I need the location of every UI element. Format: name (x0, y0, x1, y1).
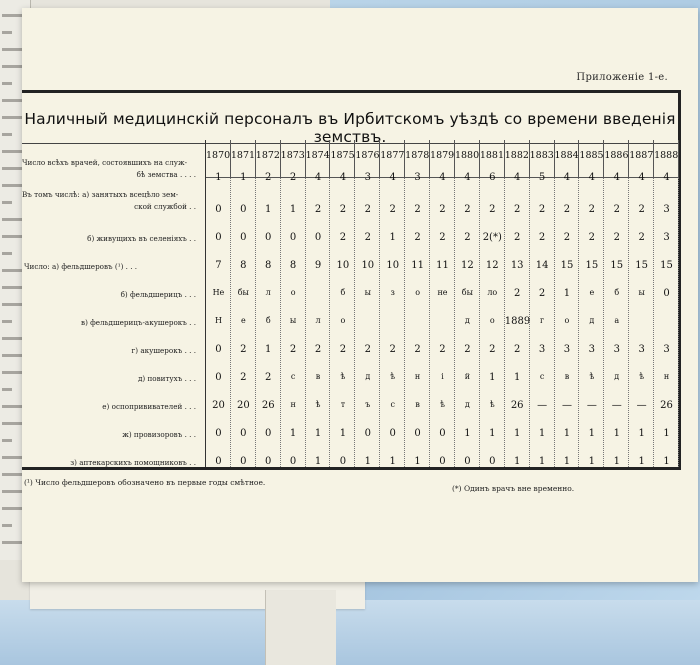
table-cell: 0 (389, 428, 396, 439)
table-cell: 3 (538, 344, 546, 355)
table-cell: ѣ (489, 400, 495, 409)
table-cell: 3 (613, 344, 620, 355)
table-cell: е (589, 288, 595, 297)
table-cell: 1 (265, 204, 272, 215)
row-label: бѣ земства . . . . (136, 170, 196, 179)
table-cell: е (240, 316, 246, 325)
table-cell: 7 (215, 260, 222, 271)
column-rule (678, 178, 679, 467)
table-cell: 3 (638, 344, 645, 355)
table-cell: 2 (489, 204, 496, 215)
year-header: 1883 (530, 140, 555, 178)
table-cell: 1 (638, 428, 645, 439)
table-cell: 1 (289, 204, 297, 215)
data-table (22, 140, 681, 470)
table-cell: Не (212, 288, 225, 297)
table-cell: о (564, 316, 570, 325)
table-cell: — (611, 400, 622, 411)
table-cell: 2 (364, 232, 371, 243)
table-cell: 1 (663, 456, 670, 467)
table-cell: 2 (464, 344, 471, 355)
table-cell: 15 (560, 260, 574, 271)
year-header: 1875 (330, 140, 355, 178)
title-frame (22, 90, 681, 144)
table-cell: 0 (289, 232, 297, 243)
table-cell: 1 (339, 428, 347, 439)
table-cell: 20 (236, 400, 250, 411)
table-cell: 1 (489, 428, 496, 439)
table-cell: ы (638, 288, 645, 297)
table-cell: н (290, 400, 296, 409)
table-cell: бы (461, 288, 473, 297)
table-cell: Н (214, 316, 222, 325)
table-cell: 9 (314, 260, 322, 271)
table-cell: 2 (339, 232, 347, 243)
appendix-label: Приложеніе 1-е. (576, 72, 668, 83)
table-cell: 1 (588, 428, 596, 439)
table-cell: 1 (563, 428, 571, 439)
row-label: ж) провизоровъ . . . (122, 430, 196, 439)
table-cell: ло (487, 288, 498, 297)
row-labels (22, 140, 205, 467)
table-cell: 2 (588, 204, 596, 215)
table-cell: с (290, 372, 296, 381)
table-cell: 1 (513, 372, 521, 383)
column-rule (429, 178, 430, 467)
table-cell: о (340, 316, 346, 325)
table-cell: 2 (364, 344, 371, 355)
table-cell: 10 (386, 260, 400, 271)
year-header: 1879 (430, 140, 455, 178)
table-cell: 1 (489, 372, 496, 383)
table-cell: 0 (215, 372, 222, 383)
table-cell: 1 (513, 428, 521, 439)
table-cell: 2 (513, 232, 521, 243)
table-cell: ѣ (440, 400, 445, 409)
table-cell: 1 (538, 428, 546, 439)
row-label: в) фельдшерицъ-акушерокъ . . (81, 318, 196, 327)
table-cell: 10 (336, 260, 350, 271)
row-label: б) фельдшерицъ . . . (120, 290, 196, 299)
table-cell: ѣ (589, 372, 595, 381)
table-cell: 4 (513, 172, 521, 183)
table-cell: 2 (339, 344, 347, 355)
row-label: Въ томъ числѣ: а) занятыхъ всецѣло зем- (22, 190, 179, 199)
table-cell: 4 (439, 172, 446, 183)
table-cell: 15 (610, 260, 624, 271)
year-header: 1876 (355, 140, 380, 178)
table-cell: д (464, 400, 470, 409)
table-cell: 12 (461, 260, 474, 271)
table-cell: 4 (663, 172, 670, 183)
table-cell: 4 (464, 172, 471, 183)
table-cell: 2 (464, 204, 471, 215)
table-cell: 2 (439, 204, 446, 215)
table-cell: 2 (265, 372, 272, 383)
table-cell: 0 (240, 456, 247, 467)
year-header: 1877 (380, 140, 405, 178)
table-cell: 1 (613, 456, 620, 467)
table-cell: 2 (240, 344, 247, 355)
table-cell: ѣ (315, 400, 321, 409)
year-header: 1882 (505, 140, 530, 178)
table-cell: ъ (365, 400, 371, 409)
table-cell: 4 (588, 172, 596, 183)
table-cell: ѣ (639, 372, 645, 381)
table-cell: с (390, 400, 395, 409)
table-cell: 8 (289, 260, 297, 271)
table-cell: не (437, 288, 448, 297)
table-cell: 10 (361, 260, 375, 271)
table-cell: 1 (314, 428, 322, 439)
table-cell: 13 (510, 260, 524, 271)
table-cell: 0 (439, 428, 446, 439)
table-cell: 4 (314, 172, 322, 183)
year-header: 1874 (306, 140, 331, 178)
table-cell: — (561, 400, 572, 411)
table-cell: і (441, 372, 444, 381)
table-cell: 0 (464, 456, 471, 467)
table-cell: 2 (538, 288, 546, 299)
table-cell: 4 (339, 172, 347, 183)
table-cell: 2 (414, 344, 421, 355)
table-cell: 1 (314, 456, 322, 467)
table-cell: о (415, 288, 421, 297)
table-cell: — (586, 400, 597, 411)
row-label: Число всѣхъ врачей, состоявшихъ на служ- (22, 158, 188, 167)
table-cell: д (365, 372, 371, 381)
table-cell: 2 (314, 204, 322, 215)
table-cell: 1 (563, 456, 571, 467)
table-cell: в (315, 372, 321, 381)
table-cell: 2 (389, 344, 396, 355)
table-cell: ы (364, 288, 371, 297)
table-cell: 0 (215, 204, 222, 215)
table-cell: 2 (339, 204, 347, 215)
table-cell: 14 (535, 260, 549, 271)
table-cell: 2 (588, 232, 596, 243)
table-cell: 0 (215, 428, 222, 439)
table-cell: 2 (638, 232, 645, 243)
table-cell: ы (289, 316, 297, 325)
year-header: 1880 (455, 140, 480, 178)
year-header: 1886 (604, 140, 629, 178)
year-header: 1873 (281, 140, 306, 178)
table-cell: 0 (215, 232, 222, 243)
table-cell: — (537, 400, 548, 411)
table-cell: 2 (563, 232, 571, 243)
year-header: 1884 (555, 140, 580, 178)
table-cell: 2 (240, 372, 247, 383)
table-cell: 1 (389, 456, 396, 467)
table-cell: д (589, 316, 595, 325)
table-cell: б (340, 288, 346, 297)
column-rule (653, 178, 654, 467)
table-cell: 1 (389, 232, 396, 243)
page-tab (265, 590, 336, 665)
table-cell: 8 (240, 260, 247, 271)
table-cell: 2 (489, 344, 496, 355)
table-cell: — (636, 400, 647, 411)
table-cell: 2(*) (482, 232, 502, 243)
table-cell: 0 (265, 428, 272, 439)
table-cell: 2 (439, 232, 446, 243)
table-cell: л (315, 316, 321, 325)
table-cell: 4 (389, 172, 396, 183)
row-label: Число: а) фельдшеровъ (¹) . . . (24, 262, 138, 271)
table-cell: 0 (489, 456, 496, 467)
table-cell: 0 (215, 456, 222, 467)
table-cell: 2 (638, 204, 645, 215)
table-cell: 2 (513, 344, 521, 355)
table-cell: о (489, 316, 495, 325)
table-cell: с (539, 372, 545, 381)
table-cell: 2 (513, 204, 521, 215)
table-cell: з (390, 288, 395, 297)
table-cell: 1 (588, 456, 596, 467)
table-cell: 1 (215, 172, 222, 183)
year-header: 1885 (579, 140, 604, 178)
table-cell: 2 (513, 288, 521, 299)
column-rule (379, 178, 380, 467)
table-cell: 2 (613, 204, 620, 215)
table-cell: 0 (265, 456, 272, 467)
table-cell: б (265, 316, 271, 325)
table-cell: 1 (265, 344, 272, 355)
table-cell: 15 (635, 260, 649, 271)
table-cell: 2 (538, 232, 546, 243)
table-cell: 3 (414, 172, 421, 183)
table-cell: 1 (240, 172, 247, 183)
year-header: 1878 (405, 140, 430, 178)
table-cell: 1 (464, 428, 471, 439)
table-cell: 12 (485, 260, 499, 271)
table-cell: 2 (389, 204, 396, 215)
table-cell: 11 (436, 260, 449, 271)
table-cell: 4 (613, 172, 620, 183)
row-label: е) оспопрививателей . . . (102, 402, 196, 411)
column-rule (404, 178, 405, 467)
table-cell: т (340, 400, 346, 409)
table-cell: 2 (265, 172, 272, 183)
table-cell: 2 (439, 344, 446, 355)
table-cell: г (539, 316, 545, 325)
table-cell: д (464, 316, 470, 325)
table-cell: й (464, 372, 471, 381)
table-cell: 0 (240, 428, 247, 439)
table-cell: 0 (364, 428, 371, 439)
table-cell: 6 (489, 172, 496, 183)
table-cell: 0 (663, 288, 670, 299)
table-cell: 1 (563, 288, 571, 299)
table-cell: 3 (663, 204, 670, 215)
table-cell: 15 (585, 260, 599, 271)
table-cell: 5 (538, 172, 546, 183)
table-cell: 2 (289, 344, 297, 355)
table-cell: 1 (538, 456, 546, 467)
row-label: д) повитухъ . . . (137, 374, 196, 383)
table-cell: 1 (364, 456, 371, 467)
table-cell: 2 (538, 204, 546, 215)
table-cell: 1 (663, 428, 670, 439)
table-cell: 0 (339, 456, 347, 467)
table-cell: 4 (563, 172, 571, 183)
table-cell: 0 (240, 232, 247, 243)
table-cell: 26 (510, 400, 524, 411)
table-cell: н (663, 372, 670, 381)
year-header: 1888 (654, 140, 679, 178)
table-cell: 1 (513, 456, 521, 467)
row-label: з) аптекарскихъ помощниковъ . . (70, 458, 196, 467)
table-cell: 2 (563, 204, 571, 215)
table-cell: 0 (314, 232, 322, 243)
table-cell: 11 (411, 260, 424, 271)
table-cell: 2 (414, 204, 421, 215)
table-cell: а (614, 316, 620, 325)
table-cell: 0 (215, 344, 222, 355)
table-cell: д (614, 372, 620, 381)
table-cell: ѣ (340, 372, 346, 381)
table-cell: 3 (364, 172, 371, 183)
footnote-right: (*) Одинъ врачъ вне временно. (452, 484, 575, 493)
table-cell: 2 (314, 344, 322, 355)
row-label: б) живущихъ въ селеніяхъ . . (87, 234, 196, 243)
table-cell: 3 (663, 344, 670, 355)
foldout-table-sheet (22, 8, 698, 582)
table-cell: 2 (464, 232, 471, 243)
table-cell: 20 (212, 400, 225, 411)
year-header: 1870 (206, 140, 231, 178)
table-cell: бы (237, 288, 249, 297)
table-cell: 2 (364, 204, 371, 215)
table-cell: 3 (563, 344, 571, 355)
table-cell: 0 (414, 428, 421, 439)
table-cell: 2 (414, 232, 421, 243)
year-header: 1887 (629, 140, 654, 178)
year-columns (205, 140, 679, 467)
table-cell: ѣ (390, 372, 396, 381)
table-cell: 26 (261, 400, 275, 411)
table-cell: б (614, 288, 620, 297)
table-cell: 2 (613, 232, 620, 243)
table-cell: в (415, 400, 420, 409)
table-cell: 3 (663, 232, 670, 243)
table-cell: 1889 (504, 316, 531, 327)
table-cell: л (265, 288, 271, 297)
row-label: г) акушерокъ . . . (131, 346, 196, 355)
table-cell: 1 (613, 428, 620, 439)
table-title: Наличный медицинскій персоналъ въ Ирбитскомъ уѣздѣ со времени введенія земствъ. (24, 110, 676, 146)
table-cell: в (564, 372, 570, 381)
table-cell: 3 (588, 344, 596, 355)
table-cell: 8 (265, 260, 272, 271)
table-cell: 0 (240, 204, 247, 215)
year-header: 1872 (256, 140, 281, 178)
table-cell: 0 (439, 456, 446, 467)
table-cell: 1 (638, 456, 645, 467)
table-cell: 0 (265, 232, 272, 243)
table-cell: 4 (638, 172, 645, 183)
footnote-left: (¹) Число фельдшеровъ обозначено въ первые годы смѣтное. (24, 478, 266, 487)
table-cell: 0 (289, 456, 297, 467)
table-cell: 15 (660, 260, 673, 271)
table-cell: 2 (289, 172, 297, 183)
table-cell: о (290, 288, 296, 297)
table-cell: 1 (414, 456, 421, 467)
year-header: 1881 (480, 140, 505, 178)
year-header: 1871 (231, 140, 256, 178)
row-label: ской службой . . (134, 202, 196, 211)
table-cell: н (414, 372, 421, 381)
book-cover-bottom (0, 600, 700, 665)
table-cell: 1 (289, 428, 297, 439)
table-cell: 26 (660, 400, 673, 411)
